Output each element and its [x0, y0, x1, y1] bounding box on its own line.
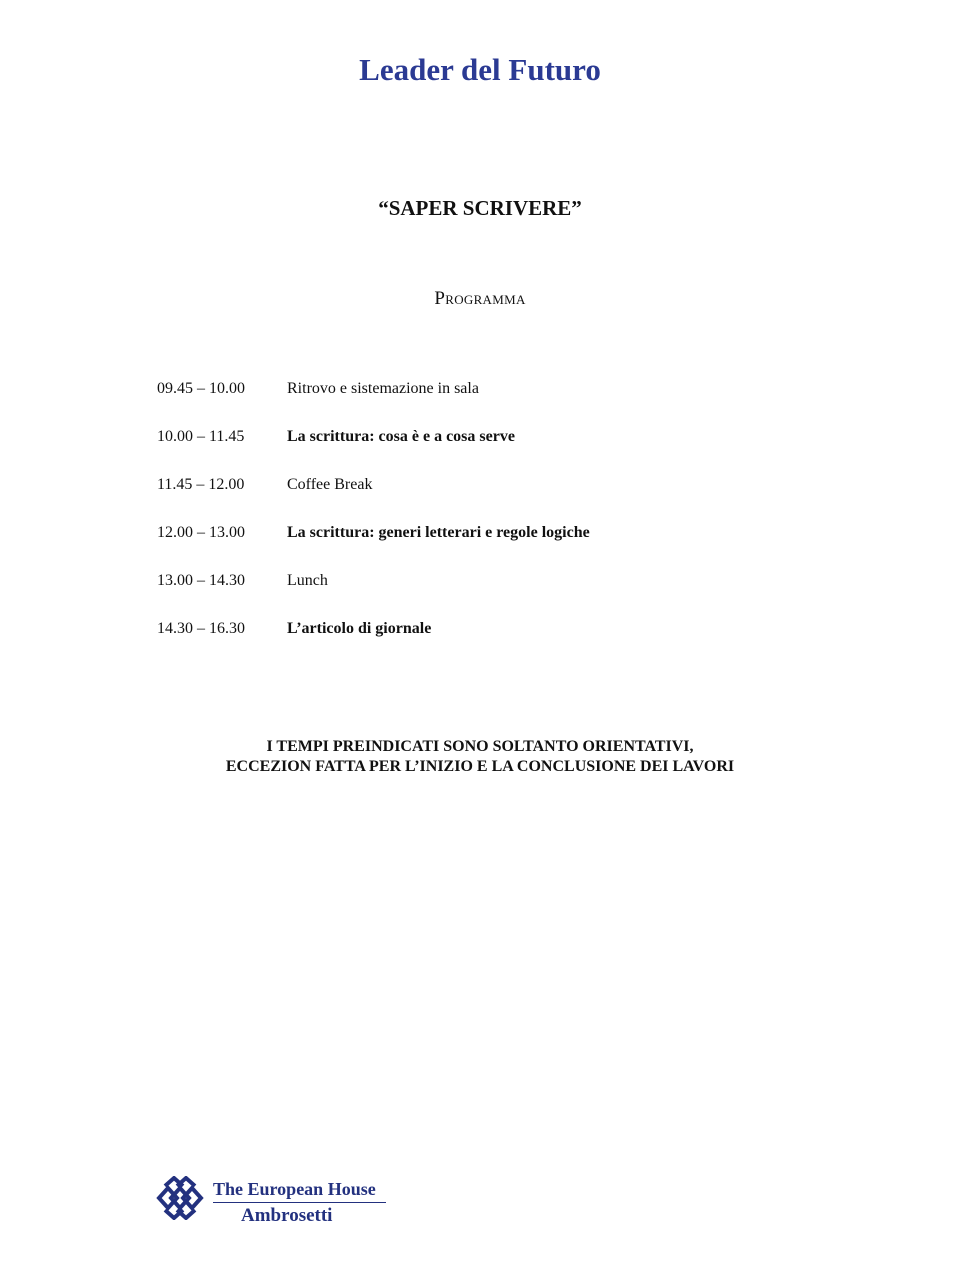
document-title: Leader del Futuro	[359, 52, 601, 87]
schedule-time: 14.30 – 16.30	[157, 620, 245, 637]
schedule-row	[157, 572, 797, 620]
schedule-activity: La scrittura: generi letterari e regole logiche	[287, 524, 590, 541]
ambrosetti-logo	[155, 1176, 395, 1228]
schedule-activity: La scrittura: cosa è e a cosa serve	[287, 428, 515, 445]
logo-divider	[213, 1202, 386, 1203]
logo-text-line1: The European House	[213, 1179, 376, 1199]
schedule-time: 13.00 – 14.30	[157, 572, 245, 589]
schedule-table	[157, 380, 797, 668]
schedule-activity: Lunch	[287, 572, 328, 589]
schedule-row	[157, 476, 797, 524]
schedule-activity: Ritrovo e sistemazione in sala	[287, 380, 479, 397]
logo-mark-icon	[155, 1176, 207, 1220]
schedule-activity: L’articolo di giornale	[287, 620, 432, 637]
document-subtitle: “SAPER SCRIVERE”	[378, 196, 582, 220]
timing-notice-line: ECCEZION FATTA PER L’INIZIO E LA CONCLUSIONE DEI LAVORI	[225, 758, 735, 775]
schedule-activity: Coffee Break	[287, 476, 373, 493]
schedule-time: 10.00 – 11.45	[157, 428, 245, 445]
schedule-row	[157, 428, 797, 476]
timing-notice-line: I TEMPI PREINDICATI SONO SOLTANTO ORIENTATIVI,	[266, 738, 694, 755]
timing-notice	[0, 737, 960, 777]
schedule-row	[157, 380, 797, 428]
schedule-row	[157, 620, 797, 668]
schedule-time: 11.45 – 12.00	[157, 476, 245, 493]
schedule-time: 12.00 – 13.00	[157, 524, 245, 541]
logo-text-line2: Ambrosetti	[241, 1205, 333, 1226]
program-heading: Programma	[434, 288, 526, 309]
schedule-time: 09.45 – 10.00	[157, 380, 245, 397]
schedule-row	[157, 524, 797, 572]
